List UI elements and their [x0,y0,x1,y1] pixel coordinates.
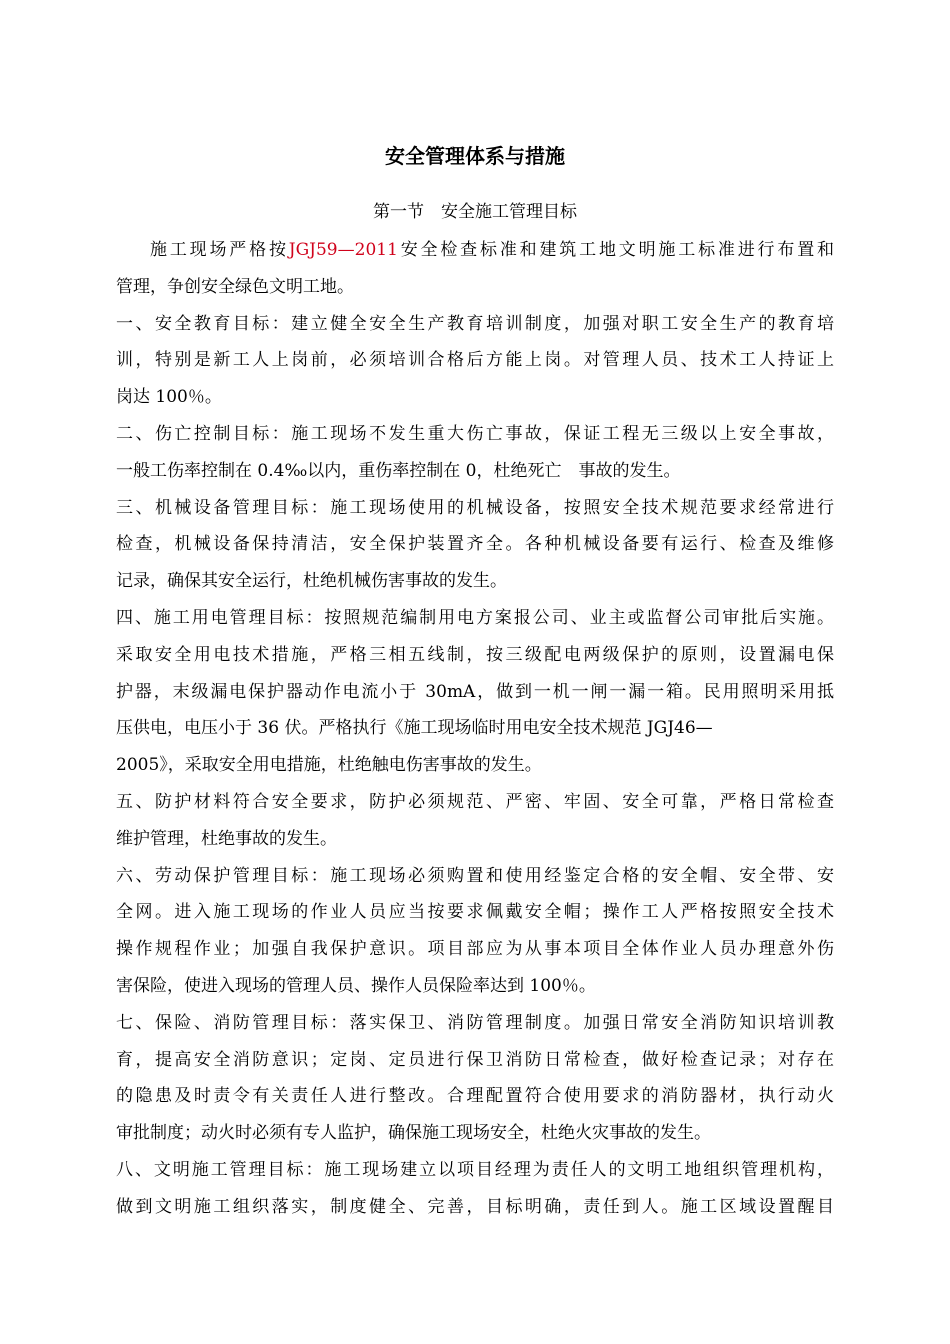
paragraph-line: 维护管理，杜绝事故的发生。 [116,828,337,849]
paragraph-line: 八、文明施工管理目标：施工现场建立以项目经理为责任人的文明工地组织管理机构， [116,1159,834,1180]
paragraph-line: 审批制度；动火时必须有专人监护，确保施工现场安全，杜绝火灾事故的发生。 [116,1123,711,1144]
paragraph-line: 七、保险、消防管理目标：落实保卫、消防管理制度。加强日常安全消防知识培训教 [116,1012,834,1033]
document-body [116,232,834,1226]
paragraph-line: 全网。进入施工现场的作业人员应当按要求佩戴安全帽；操作工人严格按照安全技术 [116,902,834,923]
intro-line-1 [116,232,834,269]
paragraph-line: 育，提高安全消防意识；定岗、定员进行保卫消防日常检查，做好检查记录；对存在 [116,1049,834,1070]
paragraph-line: 五、防护材料符合安全要求，防护必须规范、严密、牢固、安全可靠，严格日常检查 [116,791,834,812]
paragraph-line: 采取安全用电技术措施，严格三相五线制，按三级配电两级保护的原则，设置漏电保 [116,644,834,665]
paragraph-line: 记录，确保其安全运行，杜绝机械伤害事故的发生。 [116,571,507,592]
paragraph-line: 害保险，使进入现场的管理人员、操作人员保险率达到 100％。 [116,975,596,996]
paragraph-line: 三、机械设备管理目标：施工现场使用的机械设备，按照安全技术规范要求经常进行 [116,497,834,518]
standard-code: JGJ59—2011 [288,240,398,260]
intro-line-2: 管理，争创安全绿色文明工地。 [116,276,354,297]
paragraph-line: 二、伤亡控制目标：施工现场不发生重大伤亡事故，保证工程无三级以上安全事故， [116,423,834,444]
paragraph-line: 操作规程作业；加强自我保护意识。项目部应为从事本项目全体作业人员办理意外伤 [116,939,834,960]
paragraph-line: 岗达 100％。 [116,387,222,408]
paragraph-line: 一般工伤率控制在 0.4‰以内，重伤率控制在 0，杜绝死亡 事故的发生。 [116,460,681,481]
intro-text: 施工现场严格按 [150,240,289,260]
paragraph-line: 检查，机械设备保持清洁，安全保护装置齐全。各种机械设备要有运行、检查及维修 [116,534,834,555]
paragraph-line: 四、施工用电管理目标：按照规范编制用电方案报公司、业主或监督公司审批后实施。 [116,607,834,628]
paragraph-line: 训，特别是新工人上岗前，必须培训合格后方能上岗。对管理人员、技术工人持证上 [116,350,834,371]
paragraph-line: 压供电，电压小于 36 伏。严格执行《施工现场临时用电安全技术规范 JGJ46— [116,718,713,739]
paragraph-line: 六、劳动保护管理目标：施工现场必须购置和使用经鉴定合格的安全帽、安全带、安 [116,865,834,886]
paragraph-line: 一、安全教育目标：建立健全安全生产教育培训制度，加强对职工安全生产的教育培 [116,313,834,334]
section-heading: 第一节 安全施工管理目标 [373,202,577,222]
paragraph-line: 的隐患及时责令有关责任人进行整改。合理配置符合使用要求的消防器材，执行动火 [116,1086,834,1107]
paragraph-line: 2005》，采取安全用电措施，杜绝触电伤害事故的发生。 [116,755,542,776]
paragraph-line: 护器，末级漏电保护器动作电流小于 30mA，做到一机一闸一漏一箱。民用照明采用抵 [116,681,834,702]
paragraph-line: 做到文明施工组织落实，制度健全、完善，目标明确，责任到人。施工区域设置醒目 [116,1196,834,1217]
document-title: 安全管理体系与措施 [385,144,565,168]
intro-text: 安全检查标准和建筑工地文明施工标准进行布置和 [397,240,835,260]
